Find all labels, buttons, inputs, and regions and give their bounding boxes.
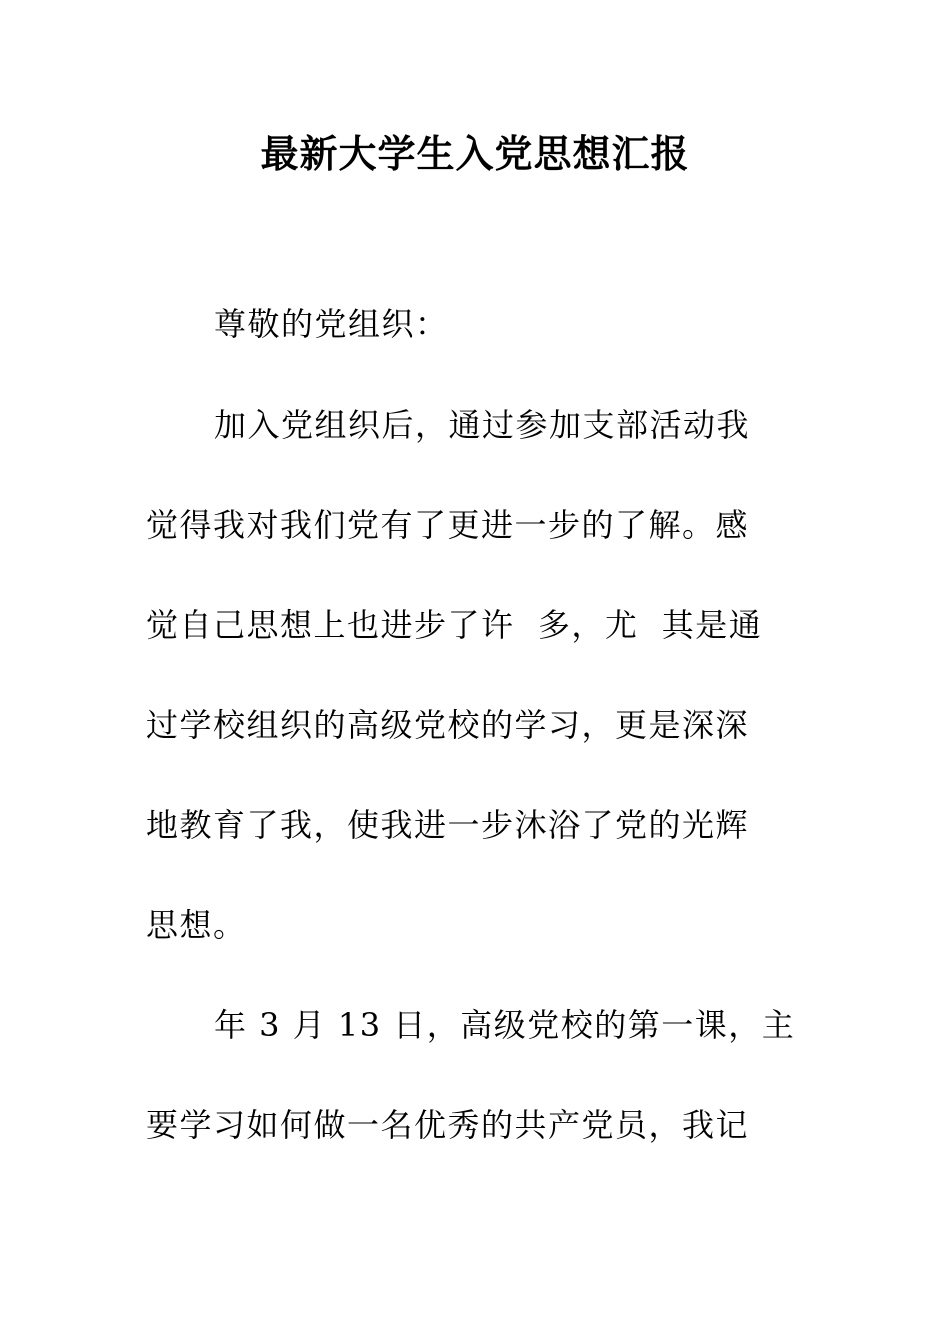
paragraph-line: 加入党组织后，通过参加支部活动我 bbox=[214, 406, 751, 444]
salutation-line: 尊敬的党组织： bbox=[214, 305, 449, 343]
paragraph-line: 要学习如何做一名优秀的共产党员，我记 bbox=[146, 1106, 750, 1144]
document-title: 最新大学生入党思想汇报 bbox=[260, 132, 690, 176]
paragraph-line: 觉得我对我们党有了更进一步的了解。感 bbox=[146, 506, 750, 544]
paragraph-line: 思想。 bbox=[146, 906, 247, 944]
paragraph-line: 过学校组织的高级党校的学习，更是深深 bbox=[146, 706, 750, 744]
paragraph-line: 觉自己思想上也进步了许 多，尤 其是通 bbox=[146, 606, 763, 644]
paragraph-line: 年 3 月 13 日，高级党校的第一课，主 bbox=[214, 1006, 796, 1044]
paragraph-line: 地教育了我，使我进一步沐浴了党的光辉 bbox=[146, 806, 750, 844]
